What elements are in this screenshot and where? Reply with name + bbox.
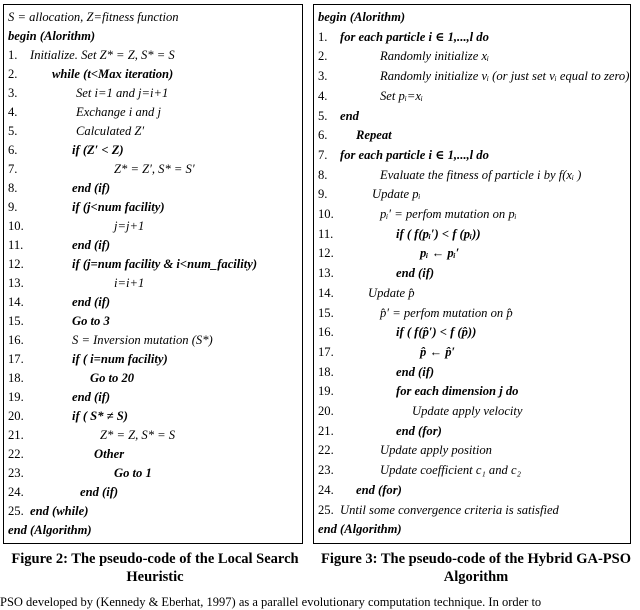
body-paragraph: PSO developed by (Kennedy & Eberhat, 1997) as a parallel evolutionary computation technique. In order to <box>0 595 542 609</box>
figure3-line-number: 15. <box>318 305 334 320</box>
figure3-line-number: 6. <box>318 128 328 143</box>
figure2-line <box>8 295 110 309</box>
figure-3-caption: Figure 3: The pseudo-code of the Hybrid GA-PSO Algorithm <box>320 551 631 585</box>
figure2-line <box>8 238 110 252</box>
figure3-line-number: 7. <box>318 147 328 162</box>
figure3-line-number: 13. <box>318 266 334 281</box>
figure3-line <box>318 404 523 418</box>
figure2-line-text: end (while) <box>30 504 89 518</box>
figure2-line-number: 21. <box>8 428 24 442</box>
figure2-line-text: if ( S* ≠ S) <box>72 409 128 423</box>
figure2-line-text: if (j<num facility) <box>72 200 165 214</box>
figure2-line-number: 5. <box>8 124 18 138</box>
figure2-line <box>8 466 152 480</box>
figure3-line-number: 19. <box>318 384 334 399</box>
figure3-line <box>318 187 421 201</box>
figure2-line-text: if (j=num facility & i<num_facility) <box>72 257 258 271</box>
figure2-line <box>8 10 179 24</box>
figure2-line-number: 8. <box>8 181 18 195</box>
figure3-line-number: 23. <box>318 463 334 478</box>
figure2-line-text: end (if) <box>72 181 111 195</box>
figure3-line-text: if ( f(pᵢ′) < f (pᵢ)) <box>396 226 481 241</box>
figure3-line <box>318 325 476 339</box>
figure2-line-text: Z* = Z, S* = S <box>100 428 176 442</box>
figure3-line-number: 5. <box>318 108 328 123</box>
figure3-line <box>318 522 402 536</box>
figure3-line <box>318 384 518 398</box>
figure2-line-text: Z* = Z′, S* = S′ <box>114 162 195 176</box>
figure2-line-text: Initialize. Set Z* = Z, S* = S <box>30 48 175 62</box>
figure3-line-number: 18. <box>318 364 334 379</box>
figure2-line <box>8 390 110 404</box>
figure3-line <box>318 443 492 457</box>
figure2-line-number: 3. <box>8 86 18 100</box>
figure2-line <box>8 143 124 157</box>
figure2-line-text: if ( i=num facility) <box>72 352 168 366</box>
figure-2-box <box>3 4 303 544</box>
figure3-line-number: 21. <box>318 423 334 438</box>
figure2-line-number: 17. <box>8 352 24 366</box>
figure2-line-text: Go to 20 <box>90 371 135 385</box>
figure3-line-text: Update pᵢ <box>372 187 421 202</box>
figure2-line-number: 6. <box>8 143 18 157</box>
figure3-line-text: pᵢ′ = perfom mutation on pᵢ <box>380 207 517 221</box>
figure2-line-number: 1. <box>8 48 18 62</box>
figure2-line-text: if (Z′ < Z) <box>72 143 124 157</box>
figure3-line-number: 25. <box>318 502 334 517</box>
figure2-line <box>8 105 161 119</box>
figure3-line <box>318 109 359 123</box>
figure2-line-text: end (if) <box>72 238 111 252</box>
figure3-line-number: 16. <box>318 325 334 340</box>
figure2-line-number: 7. <box>8 162 18 176</box>
figure3-line <box>318 49 489 63</box>
figure3-line-text: Update apply velocity <box>412 404 523 418</box>
figure3-line <box>318 365 434 379</box>
figure3-line <box>318 246 459 260</box>
figure2-line-text: Go to 1 <box>114 466 152 480</box>
figure3-line-text: Repeat <box>356 128 392 143</box>
figure3-line-text: for each particle i ∈ 1,...,l do <box>340 29 489 44</box>
figure3-line-text: p̂′ = perfom mutation on p̂ <box>380 305 513 320</box>
figure3-line-text: end (for) <box>356 482 402 497</box>
figure2-line <box>8 67 173 81</box>
figure2-line-text: Go to 3 <box>72 314 110 328</box>
figure3-line-number: 14. <box>318 285 334 300</box>
figure3-line-text: Update apply position <box>380 443 492 458</box>
figure2-line-text: end (if) <box>80 485 119 499</box>
figure2-line-number: 19. <box>8 390 24 404</box>
figure3-line-number: 11. <box>318 226 334 241</box>
figure2-line <box>8 257 257 271</box>
figure2-line-text: i=i+1 <box>114 276 145 290</box>
figure3-line-number: 24. <box>318 482 334 497</box>
figure3-line-number: 3. <box>318 69 328 84</box>
figure3-line-number: 22. <box>318 443 334 458</box>
figure3-line-number: 10. <box>318 207 334 221</box>
figure3-line <box>318 483 402 497</box>
figure3-line <box>318 148 489 162</box>
figure3-line <box>318 128 392 142</box>
figure2-line-number: 23. <box>8 466 24 480</box>
figure2-line <box>8 504 88 518</box>
figure2-line-text: j=j+1 <box>114 219 145 233</box>
figure3-line <box>318 168 581 182</box>
figure2-line <box>8 485 118 499</box>
figure3-line <box>318 345 455 359</box>
figure3-line <box>318 306 513 320</box>
figure3-line-text: begin (Alorithm) <box>318 10 406 24</box>
figure3-line-number: 20. <box>318 404 334 418</box>
figure3-line <box>318 69 629 83</box>
figure2-line-number: 20. <box>8 409 24 423</box>
figure2-line-number: 14. <box>8 295 24 309</box>
figure3-line-text: for each dimension j do <box>396 384 519 399</box>
figure3-line-text: Update p̂ <box>368 285 415 300</box>
figure2-line-number: 4. <box>8 105 18 119</box>
figure2-line <box>8 409 128 423</box>
figure3-line-text: end (Algorithm) <box>318 522 402 537</box>
figure2-line <box>8 124 144 138</box>
figure2-line <box>8 333 213 347</box>
figure-3-box <box>313 4 631 544</box>
figure3-line-text: for each particle i ∈ 1,...,l do <box>340 147 489 162</box>
figure3-line-text: Randomly initialize vᵢ (or just set vᵢ equal to zero) <box>380 69 630 84</box>
figure3-line-number: 12. <box>318 246 334 261</box>
figure3-line-text: if ( f(p̂′) < f (p̂)) <box>396 325 477 340</box>
figure3-line <box>318 463 521 477</box>
figure3-line-text: Randomly initialize xᵢ <box>380 49 490 64</box>
figure2-line <box>8 219 144 233</box>
figure3-line-number: 1. <box>318 29 328 44</box>
figure2-line-text: begin (Alorithm) <box>8 29 96 43</box>
figure2-line <box>8 200 165 214</box>
figure3-line <box>318 89 423 103</box>
figure2-line-text: Exchange i and j <box>76 105 161 119</box>
figure2-line-number: 11. <box>8 238 24 252</box>
figure3-line <box>318 227 481 241</box>
figure2-line-number: 25. <box>8 504 24 518</box>
figure3-line-text: end (if) <box>396 266 435 281</box>
figure2-line-number: 12. <box>8 257 24 271</box>
figure2-line-number: 10. <box>8 219 24 233</box>
figure2-line-text: while (t<Max iteration) <box>52 67 174 81</box>
figure2-line-number: 2. <box>8 67 18 81</box>
figure2-line <box>8 523 92 537</box>
figure-2-caption: Figure 2: The pseudo-code of the Local Search Heuristic <box>11 551 299 585</box>
figure2-line-text: Set i=1 and j=i+1 <box>76 86 169 100</box>
figure2-line <box>8 181 110 195</box>
figure2-line-number: 15. <box>8 314 24 328</box>
figure2-line <box>8 428 175 442</box>
figure3-line <box>318 266 434 280</box>
figure3-line-text: end (for) <box>396 423 442 438</box>
figure2-line-text: end (if) <box>72 390 111 404</box>
figure3-line-text: Set pᵢ=xᵢ <box>380 88 423 103</box>
figure3-line-text: pᵢ ← pᵢ′ <box>420 246 460 261</box>
figure2-line-number: 13. <box>8 276 24 290</box>
figure2-line-text: S = allocation, Z=fitness function <box>8 10 179 24</box>
figure2-line-number: 16. <box>8 333 24 347</box>
figure2-line <box>8 86 168 100</box>
figure2-line <box>8 352 168 366</box>
figure2-line-text: Calculated Z′ <box>76 124 145 138</box>
figure3-line <box>318 30 489 44</box>
figure2-line <box>8 162 195 176</box>
figure3-line-text: end (if) <box>396 364 435 379</box>
figure3-line-number: 4. <box>318 88 328 103</box>
figure2-line <box>8 48 175 62</box>
figure2-line-text: S = Inversion mutation (S*) <box>72 333 213 347</box>
figure3-line <box>318 207 517 221</box>
figure3-line-number: 9. <box>318 187 328 202</box>
figure3-line <box>318 10 405 24</box>
figure2-line-number: 24. <box>8 485 24 499</box>
figure3-line-text: p̂ ← p̂′ <box>420 344 456 359</box>
figure3-line-text: end <box>340 108 359 123</box>
figure2-line <box>8 314 110 328</box>
figure2-line <box>8 276 144 290</box>
figure3-line-number: 8. <box>318 167 328 182</box>
figure2-line-number: 22. <box>8 447 24 461</box>
figure2-line-text: end (if) <box>72 295 111 309</box>
figure3-line-text: Until some convergence criteria is satisfied <box>340 502 559 517</box>
figure2-line <box>8 29 95 43</box>
figure2-line-number: 9. <box>8 200 18 214</box>
figure3-line-number: 17. <box>318 344 334 359</box>
figure3-line-text: Update coefficient c₁ and c₂ <box>380 463 521 478</box>
figure3-line <box>318 424 442 438</box>
figure2-line <box>8 371 134 385</box>
figure2-line-number: 18. <box>8 371 24 385</box>
figure2-line <box>8 447 124 461</box>
figure3-line-text: Evaluate the fitness of particle i by f(xᵢ ) <box>380 167 582 182</box>
figure3-line-number: 2. <box>318 49 328 64</box>
figure2-line-text: Other <box>94 447 125 461</box>
figure3-line <box>318 286 415 300</box>
figure2-line-text: end (Algorithm) <box>8 523 92 537</box>
figure3-line <box>318 503 559 517</box>
